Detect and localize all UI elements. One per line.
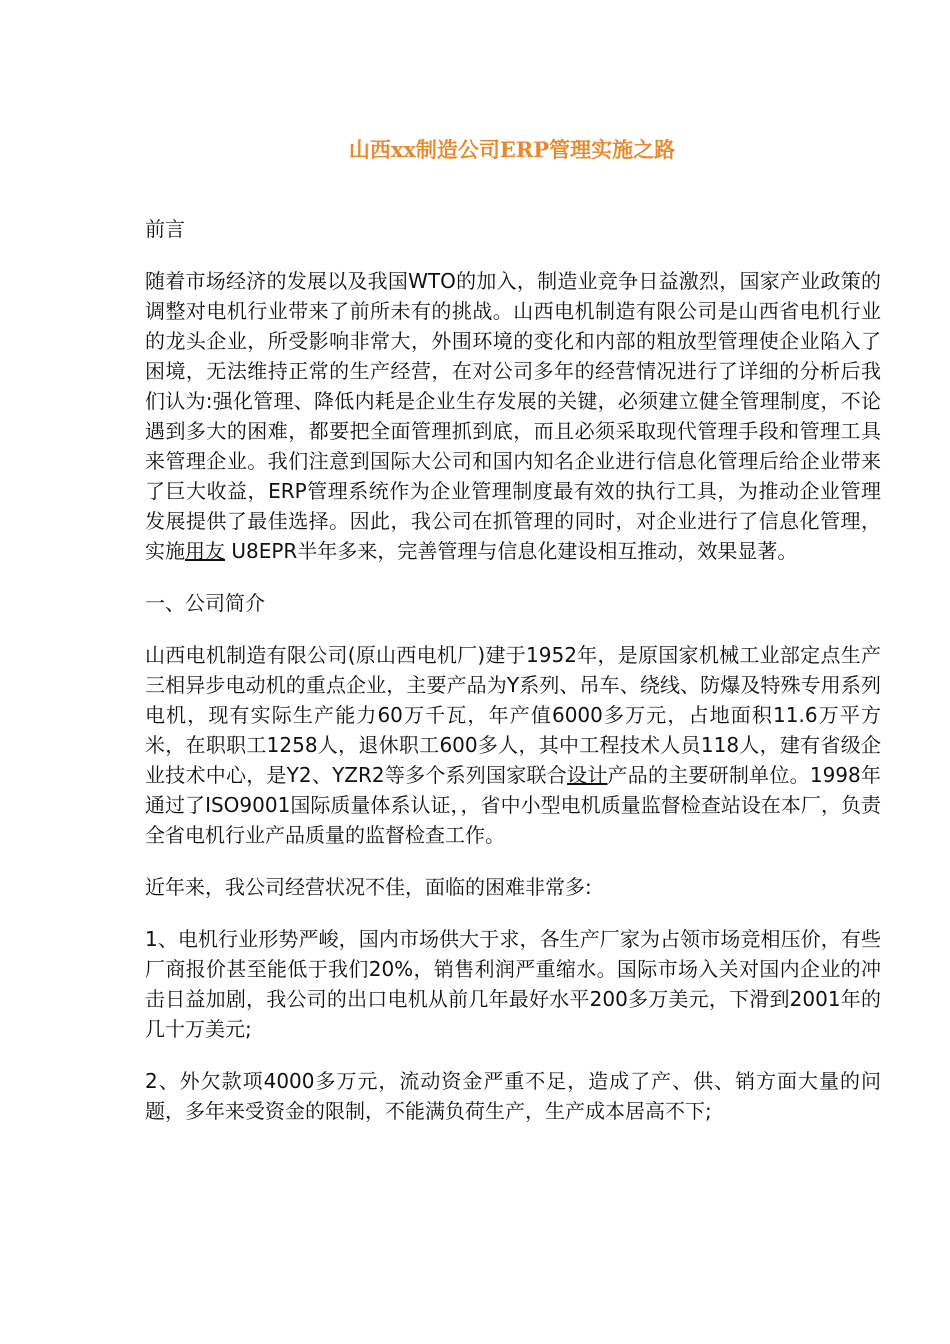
document-title: 山西xx制造公司ERP管理实施之路	[348, 137, 676, 162]
difficulty-item-1: 1、电机行业形势严峻，国内市场供大于求，各生产厂家为占领市场竞相压价，有些厂商报价甚至能低于我们20%，销售利润严重缩水。国际市场入关对国内企业的冲击日益加剧，我公司的出口电机从前几年最好水平200多万美元，下滑到2001年的几十万美元;	[145, 927, 881, 1041]
difficulty-intro-paragraph: 近年来，我公司经营状况不佳，面临的困难非常多:	[145, 875, 592, 899]
company-intro-text-start: 山西电机制造有限公司(原山西电机厂)建于1952年，是原国家机械工业部定点生产三相异步电动机的重点企业，主要产品为Y系列、吊车、绕线、防爆及特殊专用系列电机，现有实际生产能力60万千瓦，年产值6000多万元，占地面积11.6万平方米，在职职工1258人，退休职工600多人，其中工程技术人员118人，建有省级企业技术中心，是Y2、YZR2等多个系列国家联合	[145, 643, 881, 787]
yonyou-link[interactable]: 用友	[185, 539, 225, 563]
preface-text-end: U8EPR半年多来，完善管理与信息化建设相互推动，效果显著。	[225, 539, 798, 563]
preface-paragraph	[145, 266, 881, 566]
document-body	[145, 214, 881, 1148]
company-intro-text-end: 产品的主要研制单位。1998年通过了ISO9001国际质量体系认证，，省中小型电机质量监督检查站设在本厂，负责全省电机行业产品质量的监督检查工作。	[145, 763, 881, 847]
company-intro-paragraph	[145, 640, 881, 850]
design-link[interactable]: 设计	[567, 763, 608, 787]
preface-heading: 前言	[145, 217, 185, 241]
preface-text-start: 随着市场经济的发展以及我国WTO的加入，制造业竞争日益激烈，国家产业政策的调整对电机行业带来了前所未有的挑战。山西电机制造有限公司是山西省电机行业的龙头企业，所受影响非常大，外围环境的变化和内部的粗放型管理使企业陷入了困境，无法维持正常的生产经营，在对公司多年的经营情况进行了详细的分析后我们认为:强化管理、降低内耗是企业生存发展的关键，必须建立健全管理制度，不论遇到多大的困难，都要把全面管理抓到底，而且必须采取现代管理手段和管理工具来管理企业。我们注意到国际大公司和国内知名企业进行信息化管理后给企业带来了巨大收益，ERP管理系统作为企业管理制度最有效的执行工具，为推动企业管理发展提供了最佳选择。因此，我公司在抓管理的同时，对企业进行了信息化管理，实施	[145, 269, 881, 563]
section-company-intro-heading: 一、公司简介	[145, 591, 265, 615]
difficulty-item-2: 2、外欠款项4000多万元，流动资金严重不足，造成了产、供、销方面大量的问题，多年来受资金的限制，不能满负荷生产，生产成本居高不下;	[145, 1069, 881, 1123]
